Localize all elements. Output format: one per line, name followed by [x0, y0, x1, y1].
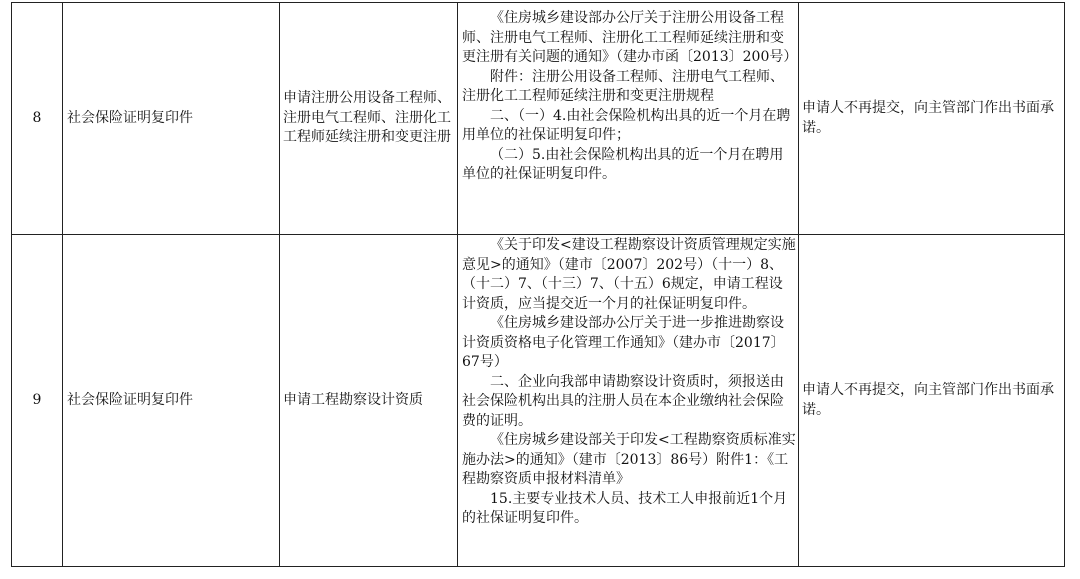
certificate-name: 社会保险证明复印件 [63, 3, 280, 235]
row-number: 8 [12, 3, 63, 235]
basis-paragraph: 二、（一）4.由社会保险机构出具的近一个月在聘用单位的社保证明复印件； [462, 107, 791, 143]
legal-basis [458, 3, 799, 235]
basis-paragraph: 《关于印发<建设工程勘察设计资质管理规定实施意见>的通知》（建市〔2007〕202号）（十一）8、（十二）7、（十三）7、（十五）6规定，申请工程设计资质，应当提交近一个月的社保证明复印件。 [462, 237, 796, 312]
reform-table [11, 2, 1065, 567]
basis-paragraph: （二）5.由社会保险机构出具的近一个月在聘用单位的社保证明复印件。 [462, 146, 784, 182]
application-scope: 申请注册公用设备工程师、注册电气工程师、注册化工工程师延续注册和变更注册 [280, 3, 458, 235]
basis-paragraph: 《住房城乡建设部关于印发<工程勘察资质标准实施办法>的通知》（建市〔2013〕86号）附件1：《工程勘察资质申报材料清单》 [462, 432, 796, 487]
basis-paragraph: 《住房城乡建设部办公厅关于注册公用设备工程师、注册电气工程师、注册化工工程师延续注册和变更注册有关问题的通知》（建办市函〔2013〕200号） [462, 10, 798, 65]
handling-method: 申请人不再提交，向主管部门作出书面承诺。 [799, 235, 1065, 567]
row-number: 9 [12, 235, 63, 567]
basis-paragraph: 《住房城乡建设部办公厅关于进一步推进勘察设计资质资格电子化管理工作通知》（建办市〔2017〕67号） [462, 315, 785, 370]
basis-paragraph: 二、企业向我部申请勘察设计资质时，须报送由社会保险机构出具的注册人员在本企业缴纳社会保险费的证明。 [462, 373, 784, 429]
certificate-name: 社会保险证明复印件 [63, 235, 280, 567]
table-row [12, 235, 1065, 567]
basis-paragraph: 15.主要专业技术人员、技术工人申报前近1个月的社保证明复印件。 [462, 490, 788, 526]
table-row [12, 3, 1065, 235]
handling-method: 申请人不再提交，向主管部门作出书面承诺。 [799, 3, 1065, 235]
legal-basis [458, 235, 799, 567]
basis-paragraph: 附件：注册公用设备工程师、注册电气工程师、注册化工工程师延续注册和变更注册规程 [462, 68, 784, 104]
application-scope: 申请工程勘察设计资质 [280, 235, 458, 567]
